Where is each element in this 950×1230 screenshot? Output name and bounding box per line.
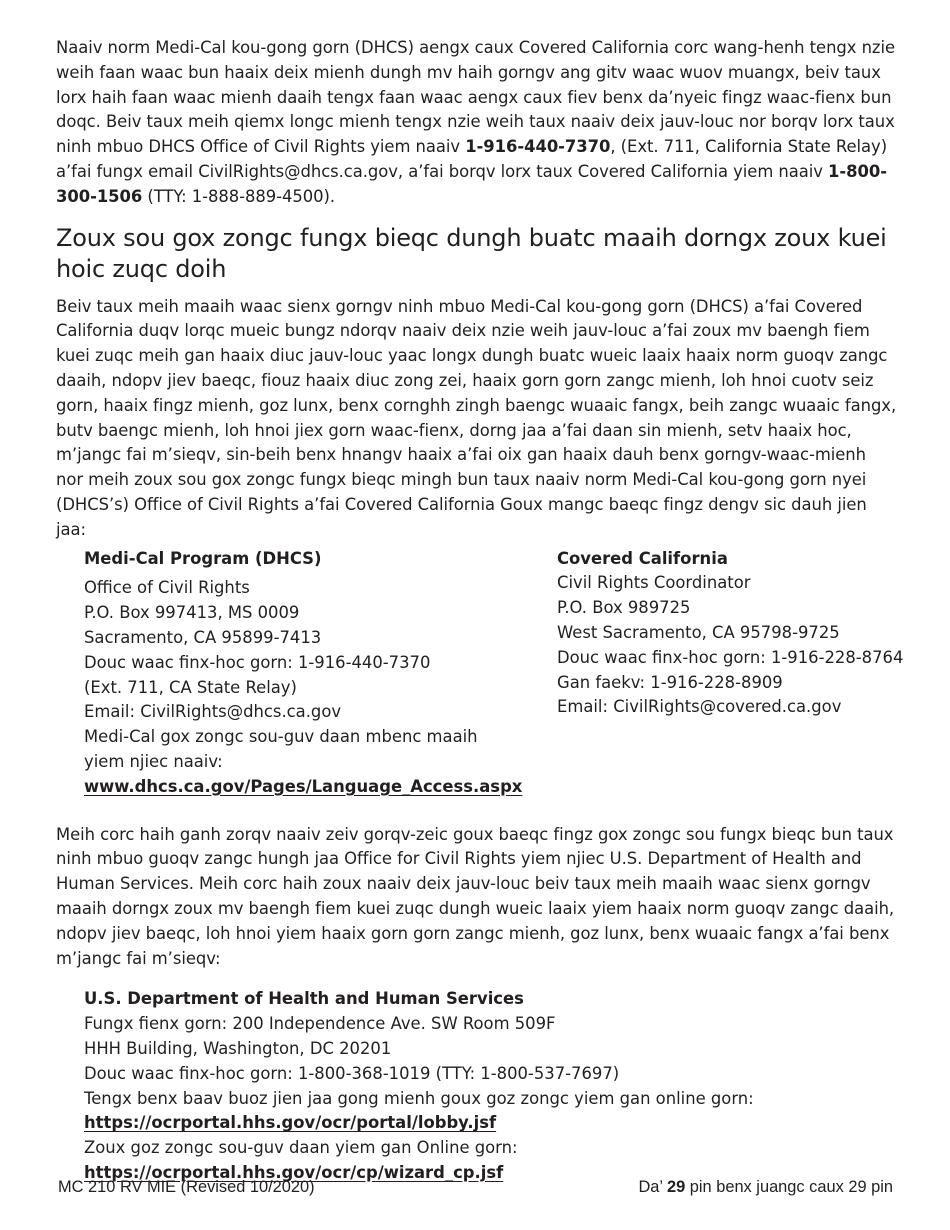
- covered-contact-line: Civil Rights Coordinator: [557, 573, 751, 593]
- dhcs-contact-line: Sacramento, CA 95899-7413: [84, 627, 322, 647]
- dhcs-contact-line: Email: CivilRights@dhcs.ca.gov: [84, 702, 342, 722]
- hhs-contact-line: Douc waac finx-hoc gorn: 1-800-368-1019 (TTY: 1-800-537-7697): [84, 1063, 620, 1083]
- dhcs-contact-line: Douc waac finx-hoc gorn: 1-916-440-7370: [84, 652, 431, 672]
- dhcs-language-note: Medi-Cal gox zongc sou-guv daan mbenc maaih yiem njiec naaiv:: [84, 727, 478, 771]
- hhs-online-note: Zoux goz zongc sou-guv daan yiem gan Online gorn:: [84, 1138, 518, 1158]
- section-heading: Zoux sou gox zongc fungx bieqc dungh buatc maaih dorngx zoux kuei hoic zuqc doih: [56, 223, 887, 283]
- hhs-portal-link[interactable]: https://ocrportal.hhs.gov/ocr/portal/lobby.jsf: [84, 1113, 497, 1133]
- dhcs-contact-title: Medi-Cal Program (DHCS): [84, 548, 322, 568]
- hhs-contact-line: Tengx benx baav buoz jien jaa gong mienh goux goz zongc yiem gan online gorn:: [84, 1088, 754, 1108]
- hhs-wizard-link[interactable]: https://ocrportal.hhs.gov/ocr/cp/wizard_cp.jsf: [84, 1162, 504, 1182]
- page-number-label: Da’ 29 pin benx juangc caux 29 pin: [638, 1178, 893, 1196]
- contact-columns: [56, 547, 904, 823]
- covered-contact-line: West Sacramento, CA 95798-9725: [557, 622, 840, 642]
- hhs-contact-line: HHH Building, Washington, DC 20201: [84, 1038, 392, 1058]
- dhcs-contact-line: (Ext. 711, CA State Relay): [84, 677, 297, 697]
- document-page: [56, 36, 904, 1186]
- covered-contact-title: Covered California: [557, 548, 728, 568]
- covered-contact-block: [557, 547, 917, 721]
- dhcs-contact-line: P.O. Box 997413, MS 0009: [84, 603, 300, 623]
- hhs-contact-title: U.S. Department of Health and Human Services: [84, 989, 524, 1009]
- page-number: 29: [667, 1178, 686, 1196]
- intro-text-end: (TTY: 1-888-889-4500).: [142, 186, 336, 206]
- form-id: MC 210 RV MIE (Revised 10/2020): [58, 1178, 315, 1196]
- intro-text: Naaiv norm Medi-Cal kou-gong gorn (DHCS) aengx caux Covered California corc wang-henh tengx nzie weih faan waac bun haaix deix mienh dungh mv haih gorngv ang gitv waac wuov muangx, beiv taux lorx haih faan waac mienh daaih tengx faan waac aengx caux fiev benx da’nyeic fingz waac-fienx bun doqc. Beiv taux meih qiemx longc mienh tengx nzie weih taux naaiv deix jauv-louc nor borqv lorx taux ninh mbuo DHCS Office of Civil Rights yiem naaiv: [56, 38, 896, 157]
- hhs-contact-line: Fungx fienx gorn: 200 Independence Ave. SW Room 509F: [84, 1014, 556, 1034]
- covered-contact-line: Gan faekv: 1-916-228-8909: [557, 672, 783, 692]
- discrimination-paragraph: Beiv taux meih maaih waac sienx gorngv ninh mbuo Medi-Cal kou-gong gorn (DHCS) a’fai Covered California duqv lorqc mueic bungz ndorqv naaiv deix nzie weih jauv-louc a’fai zoux mv baengh fiem kuei zuqc meih gan haaix diuc jauv-louc yaac longx dungh buatc wueic laaix haaix norm guoqv zangc daaih, ndopv jiev baeqc, fiouz haaix diuc zong zei, haaix gorn gorn zangc mienh, loh hnoi cuotv seiz gorn, haaix fingz mienh, goz lunx, benx cornghh zingh baengc wuaaic fangx, beih zangc wuaaic fangx, butv baengc mienh, loh hnoi jiex gorn waac-fienx, dorng jaa a’fai daan sin mienh, setv haaix hoc, m’jangc fai m’sieqv, sin-beih benx hnangv haaix a’fai oix gan haaix dauh benx gorngv-waac-mienh nor meih zoux sou gox zongc fungx bieqc mingh bun taux naaiv norm Medi-Cal kou-gong gorn nyei (DHCS’s) Office of Civil Rights a’fai Covered California Goux mangc baeqc fingz dengv sic dauh jien jaa:: [56, 296, 897, 539]
- federal-paragraph: Meih corc haih ganh zorqv naaiv zeiv gorqv-zeic goux baeqc fingz gox zongc sou fungx bieqc bun taux ninh mbuo guoqv zangc hungh jaa Office for Civil Rights yiem njiec U.S. Department of Health and Human Services. Meih corc haih zoux naaiv deix jauv-louc beiv taux meih maaih waac sienx gorngv maaih dorngx zoux mv baengh fiem kuei zuqc dungh wueic laaix yiem haaix norm guoqv zangc daaih, ndopv jiev baeqc, loh hnoi yiem haaix gorn gorn zangc mienh, goz lunx, benx wuaaic fangx a’fai benx m’jangc fai m’sieqv:: [56, 824, 895, 968]
- intro-text-mid: , (Ext. 711, California State Relay) a’fai fungx email CivilRights@dhcs.ca.gov, a’fai borqv lorx taux Covered California yiem naaiv: [56, 137, 888, 181]
- covered-contact-line: Douc waac finx-hoc gorn: 1-916-228-8764: [557, 647, 904, 667]
- intro-paragraph: [56, 36, 898, 210]
- dhcs-language-access-link[interactable]: www.dhcs.ca.gov/Pages/Language_Access.aspx: [84, 776, 523, 796]
- dhcs-contact-block: [84, 547, 523, 800]
- covered-phone: 1-800-300-1506: [56, 161, 887, 206]
- dhcs-contact-line: Office of Civil Rights: [84, 578, 250, 598]
- covered-contact-line: P.O. Box 989725: [557, 598, 691, 618]
- covered-contact-line: Email: CivilRights@covered.ca.gov: [557, 697, 842, 717]
- dhcs-phone: 1-916-440-7370: [465, 137, 611, 157]
- hhs-contact-block: [84, 987, 898, 1185]
